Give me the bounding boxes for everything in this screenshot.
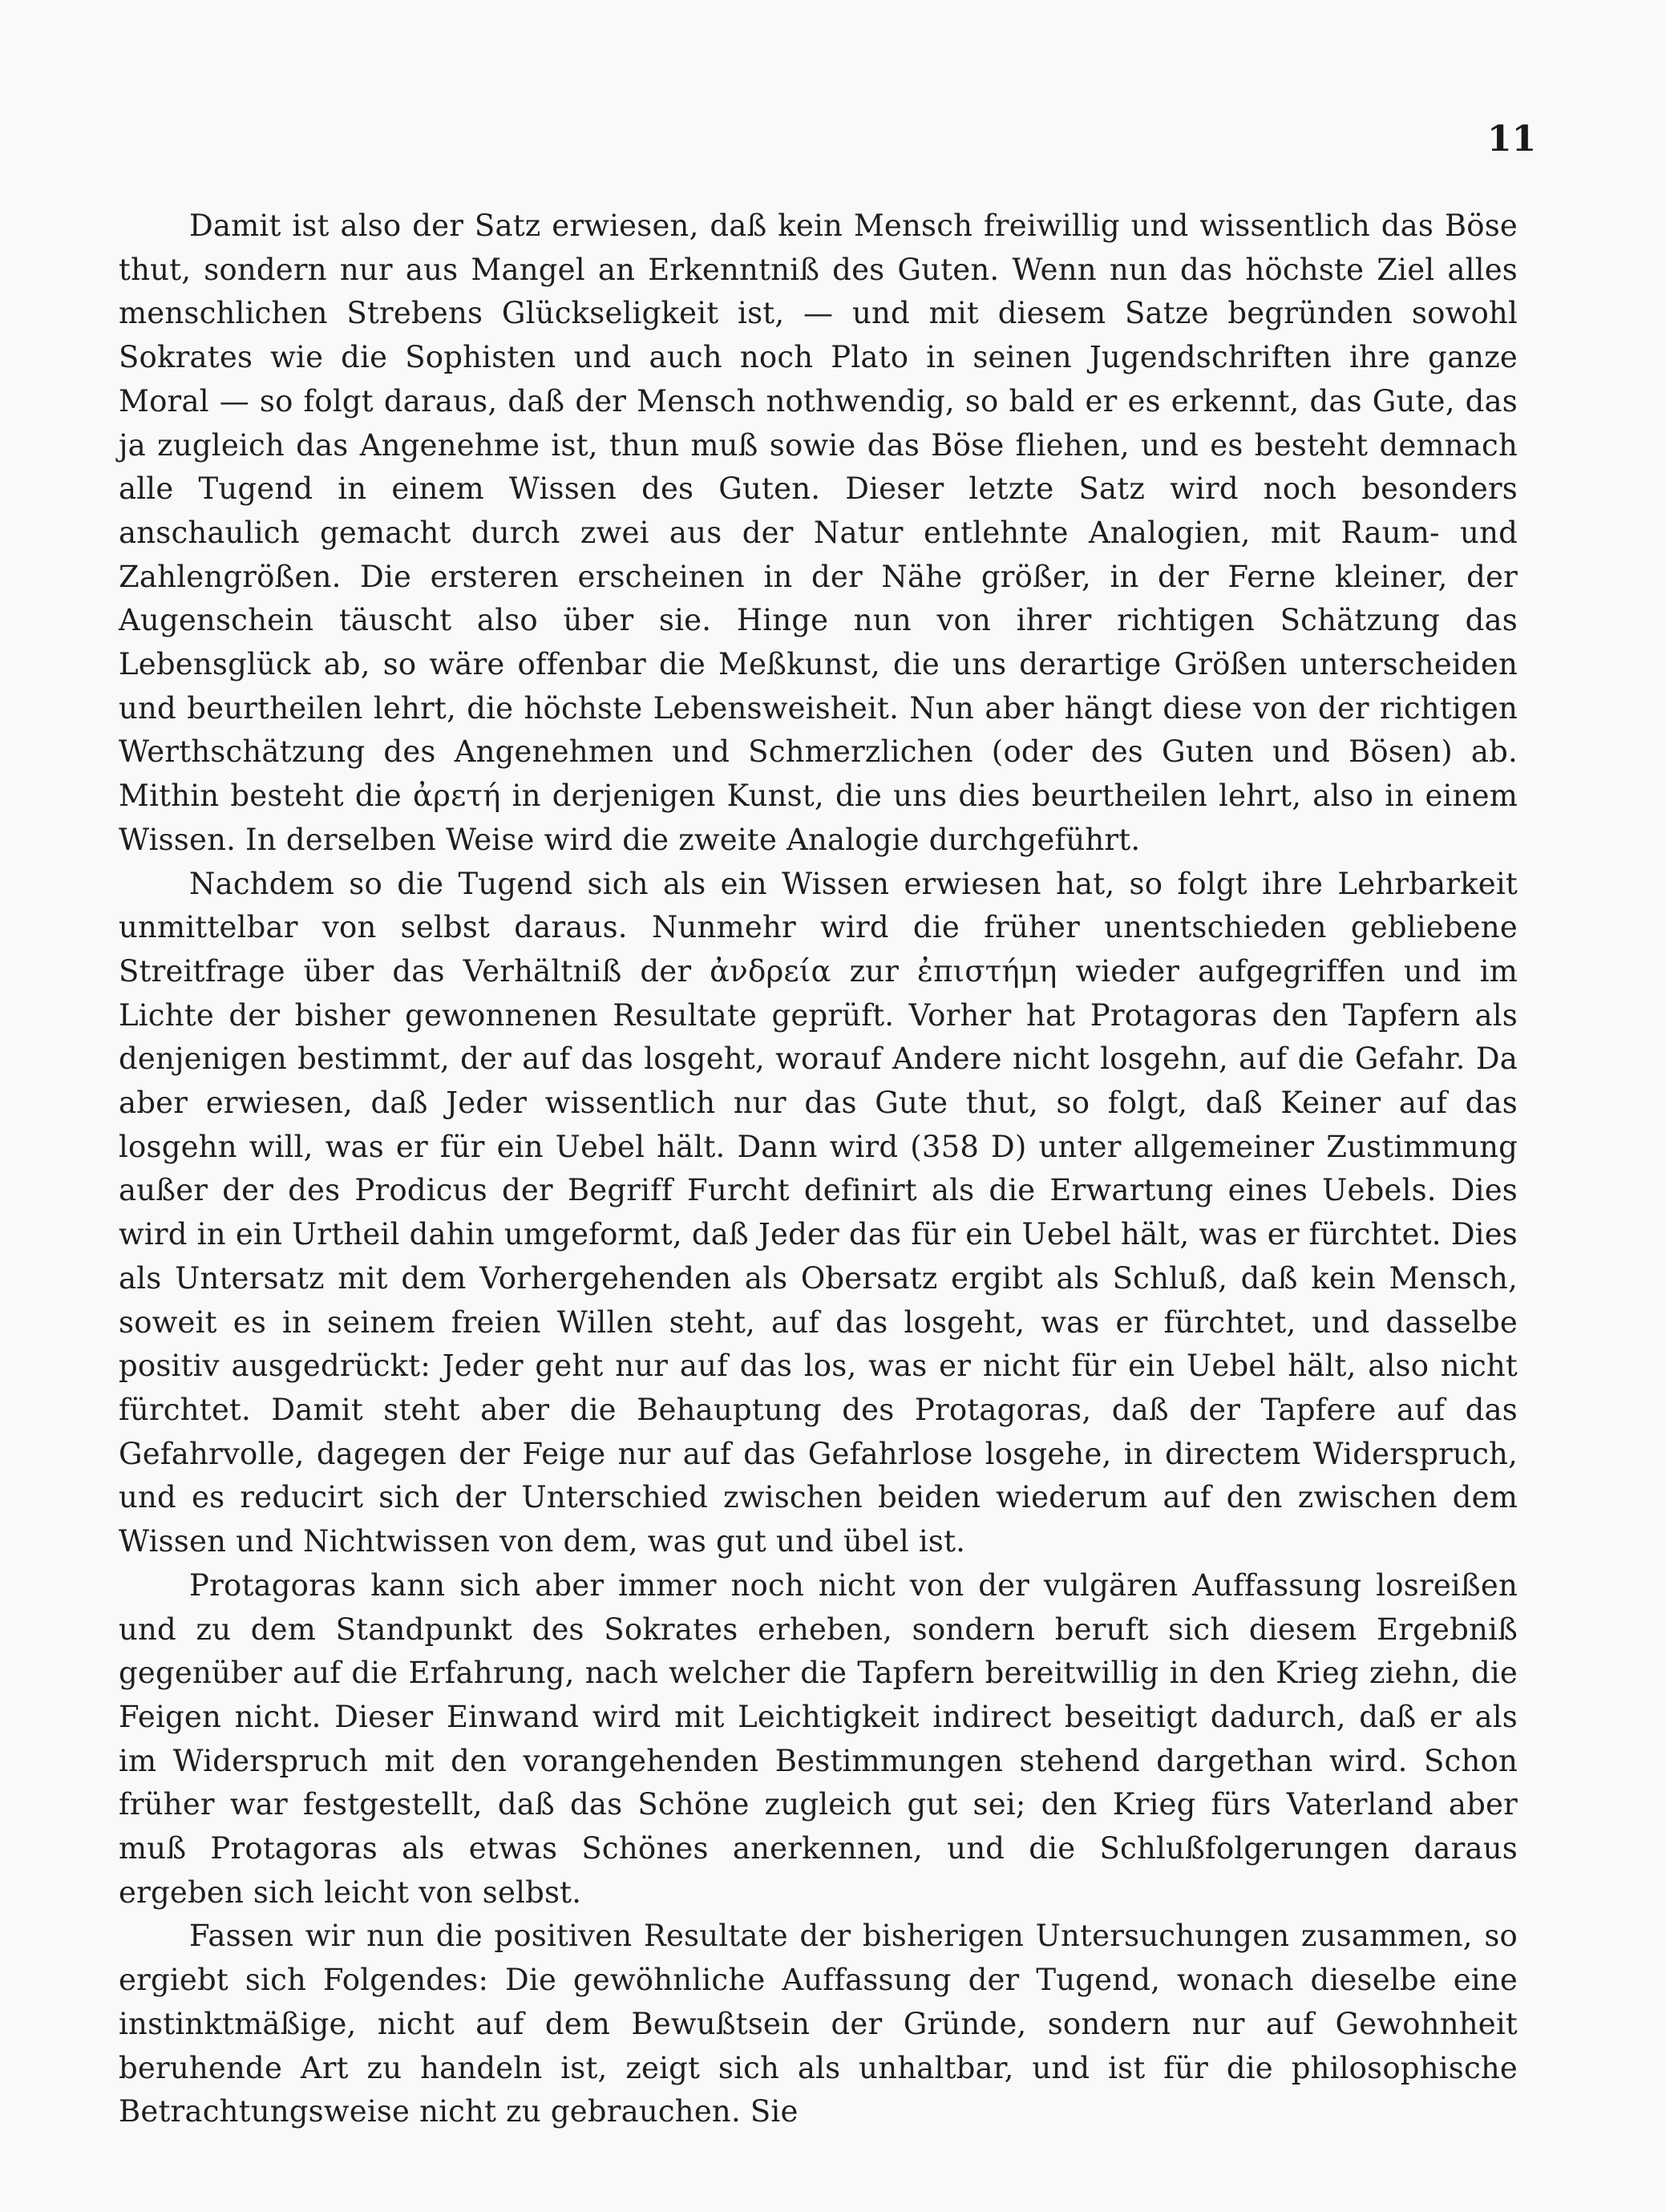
paragraph-3: Protagoras kann sich aber immer noch nicht von der vulgären Auffassung losreißen und zu dem Standpunkt des Sokrates erheben, sondern beruft sich diesem Ergebniß gegenüber auf die Erfahrung, nach welcher die Tapfern bereitwillig in den Krieg ziehn, die Feigen nicht. Dieser Einwand wird mit Leichtigkeit indirect beseitigt dadurch, daß er als im Widerspruch mit den vorangehenden Bestimmungen stehend dargethan wird. Schon früher war festgestellt, daß das Schöne zugleich gut sei; den Krieg fürs Vaterland aber muß Protagoras als etwas Schönes anerkennen, und die Schlußfolgerungen daraus ergeben sich leicht von selbst. <box>119 1567 1518 1910</box>
paragraph-1: Damit ist also der Satz erwiesen, daß kein Mensch freiwillig und wissentlich das Böse thut, sondern nur aus Mangel an Erkenntniß des Guten. Wenn nun das höchste Ziel alles menschlichen Strebens Glückseligkeit ist, — und mit diesem Satze begründen sowohl Sokrates wie die Sophisten und auch noch Plato in seinen Jugendschriften ihre ganze Moral — so folgt daraus, daß der Mensch nothwendig, so bald er es erkennt, das Gute, das ja zugleich das Angenehme ist, thun muß sowie das Böse fliehen, und es besteht demnach alle Tugend in einem Wissen des Guten. Dieser letzte Satz wird noch besonders anschaulich gemacht durch zwei aus der Natur entlehnte Analogien, mit Raum- und Zahlengrößen. Die ersteren erscheinen in der Nähe größer, in der Ferne kleiner, der Augenschein täuscht also über sie. Hinge nun von ihrer richtigen Schätzung das Lebensglück ab, so wäre offenbar die Meßkunst, die uns derartige Größen unterscheiden und beurtheilen lehrt, die höchste Lebensweisheit. Nun aber hängt diese von der richtigen Werthschätzung des Angenehmen und Schmerzlichen (oder des Guten und Bösen) ab. Mithin besteht die ἀρετή in derjenigen Kunst, die uns dies beurtheilen lehrt, also in einem Wissen. In derselben Weise wird die zweite Analogie durchgeführt. <box>119 208 1518 857</box>
body-text <box>119 204 1518 2134</box>
page-number: 11 <box>1487 119 1537 160</box>
paragraph-2: Nachdem so die Tugend sich als ein Wissen erwiesen hat, so folgt ihre Lehrbarkeit unmittelbar von selbst daraus. Nunmehr wird die früher unentschieden gebliebene Streitfrage über das Verhältniß der ἀνδρεία zur ἐπιστήμη wieder aufgegriffen und im Lichte der bisher gewonnenen Resultate geprüft. Vorher hat Protagoras den Tapfern als denjenigen bestimmt, der auf das losgeht, worauf Andere nicht losgehn, auf die Gefahr. Da aber erwiesen, daß Jeder wissentlich nur das Gute thut, so folgt, daß Keiner auf das losgehn will, was er für ein Uebel hält. Dann wird (358 D) unter allgemeiner Zustimmung außer der des Prodicus der Begriff Furcht definirt als die Erwartung eines Uebels. Dies wird in ein Urtheil dahin umgeformt, daß Jeder das für ein Uebel hält, was er fürchtet. Dies als Untersatz mit dem Vorhergehenden als Obersatz ergibt als Schluß, daß kein Mensch, soweit es in seinem freien Willen steht, auf das losgeht, was er fürchtet, und dasselbe positiv ausgedrückt: Jeder geht nur auf das los, was er nicht für ein Uebel hält, also nicht fürchtet. Damit steht aber die Behauptung des Protagoras, daß der Tapfere auf das Gefahrvolle, dagegen der Feige nur auf das Gefahrlose losgehe, in directem Widerspruch, und es reducirt sich der Unterschied zwischen beiden wiederum auf den zwischen dem Wissen und Nichtwissen von dem, was gut und übel ist. <box>119 866 1518 1559</box>
paragraph-4: Fassen wir nun die positiven Resultate der bisherigen Untersuchungen zusammen, so ergiebt sich Folgendes: Die gewöhnliche Auffassung der Tugend, wonach dieselbe eine instinktmäßige, nicht auf dem Bewußtsein der Gründe, sondern nur auf Gewohnheit beruhende Art zu handeln ist, zeigt sich als unhaltbar, und ist für die philosophische Betrachtungsweise nicht zu gebrauchen. Sie <box>119 1919 1518 2129</box>
